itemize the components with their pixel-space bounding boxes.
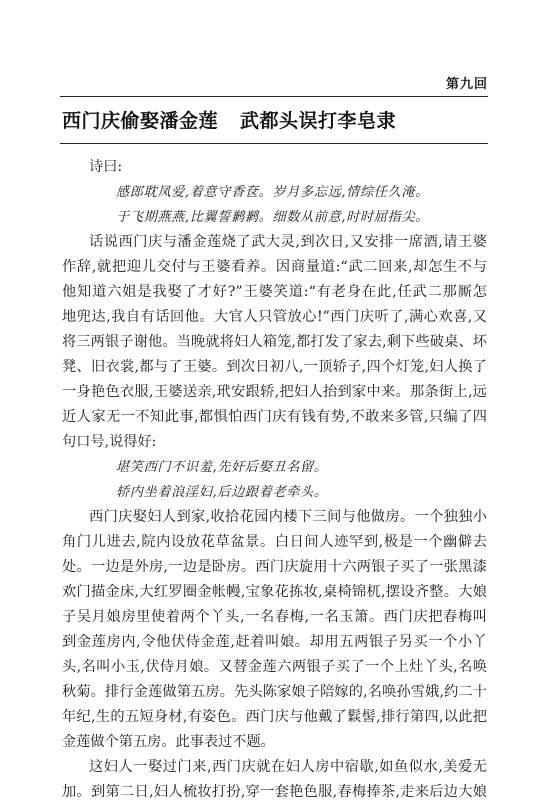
verse-line: 感郎耽凤爱,着意守香奁。岁月多忘远,情综任久淹。: [116, 185, 429, 200]
text-line: 一身艳色衣服,王婆送亲,玳安跟轿,把妇人抬到家中来。那条街上,远: [62, 384, 487, 400]
verse-line: 轿内坐着浪淫妇,后边跟着老牵头。: [116, 485, 328, 500]
running-head: 第九回: [445, 77, 488, 92]
header-rule-bottom: [60, 143, 488, 144]
text-line: 角门儿进去,院内设放花草盆景。白日间人迹罕到,极是一个幽僻去: [62, 534, 487, 550]
text-line: 凳、旧衣裳,都与了王婆。到次日初八,一顶轿子,四个灯笼,妇人换了: [62, 359, 487, 375]
body-text: [62, 155, 487, 805]
verse-line: 于飞期燕燕,比翼誓鹣鹣。细数从前意,时时屈指尖。: [116, 210, 429, 225]
chapter-title-part2: 武都头误打李皂隶: [240, 110, 397, 132]
text-line: 金莲做个第五房。此事表过不题。: [62, 734, 275, 750]
text-line: 将三两银子谢他。当晚就将妇人箱笼,都打发了家去,剩下些破桌、坏: [62, 334, 487, 350]
text-line: 这妇人一娶过门来,西门庆就在妇人房中宿歇,如鱼似水,美爱无: [89, 759, 487, 775]
verse-line: 堪笑西门不识羞,先奸后娶丑名留。: [116, 460, 328, 475]
text-line: 他知道六姐是我娶了才好?”王婆笑道:“有老身在此,任武二那厮怎: [62, 284, 487, 300]
text-line: 西门庆娶妇人到家,收拾花园内楼下三间与他做房。一个独独小: [89, 509, 487, 525]
text-line: 近人家无一不知此事,都惧怕西门庆有钱有势,不敢来多管,只编了四: [62, 409, 487, 425]
text-line: 诗曰:: [89, 159, 123, 175]
text-line: 加。到第二日,妇人梳妆打扮,穿一套艳色服,春梅捧茶,走来后边大娘: [62, 784, 487, 800]
text-line: 作辞,就把迎儿交付与王婆看养。因商量道:“武二回来,却怎生不与: [62, 259, 487, 275]
header-rule-top: [60, 96, 488, 97]
chapter-title: [62, 106, 396, 133]
text-line: 地兜达,我自有话回他。大官人只管放心!”西门庆听了,满心欢喜,又: [62, 309, 487, 325]
text-line: 句口号,说得好:: [62, 434, 157, 450]
text-line: 话说西门庆与潘金莲烧了武大灵,到次日,又安排一席酒,请王婆: [89, 234, 487, 250]
text-line: 处。一边是外房,一边是卧房。西门庆旋用十六两银子买了一张黑漆: [62, 559, 487, 575]
text-line: 头,名叫小玉,伏侍月娘。又替金莲六两银子买了一个上灶丫头,名唤: [62, 659, 487, 675]
text-line: 秋菊。排行金莲做第五房。先头陈家娘子陪嫁的,名唤孙雪娥,约二十: [62, 684, 487, 700]
chapter-title-part1: 西门庆偷娶潘金莲: [62, 110, 219, 132]
text-line: 子吴月娘房里使着两个丫头,一名春梅,一名玉箫。西门庆把春梅叫: [62, 609, 487, 625]
text-line: 欢门描金床,大红罗圈金帐幔,宝象花拣妆,桌椅锦杌,摆设齐整。大娘: [62, 584, 487, 600]
text-line: 年纪,生的五短身材,有姿色。西门庆与他戴了鬏髻,排行第四,以此把: [62, 709, 487, 725]
text-line: 到金莲房内,令他伏侍金莲,赶着叫娘。却用五两银子另买一个小丫: [62, 634, 487, 650]
